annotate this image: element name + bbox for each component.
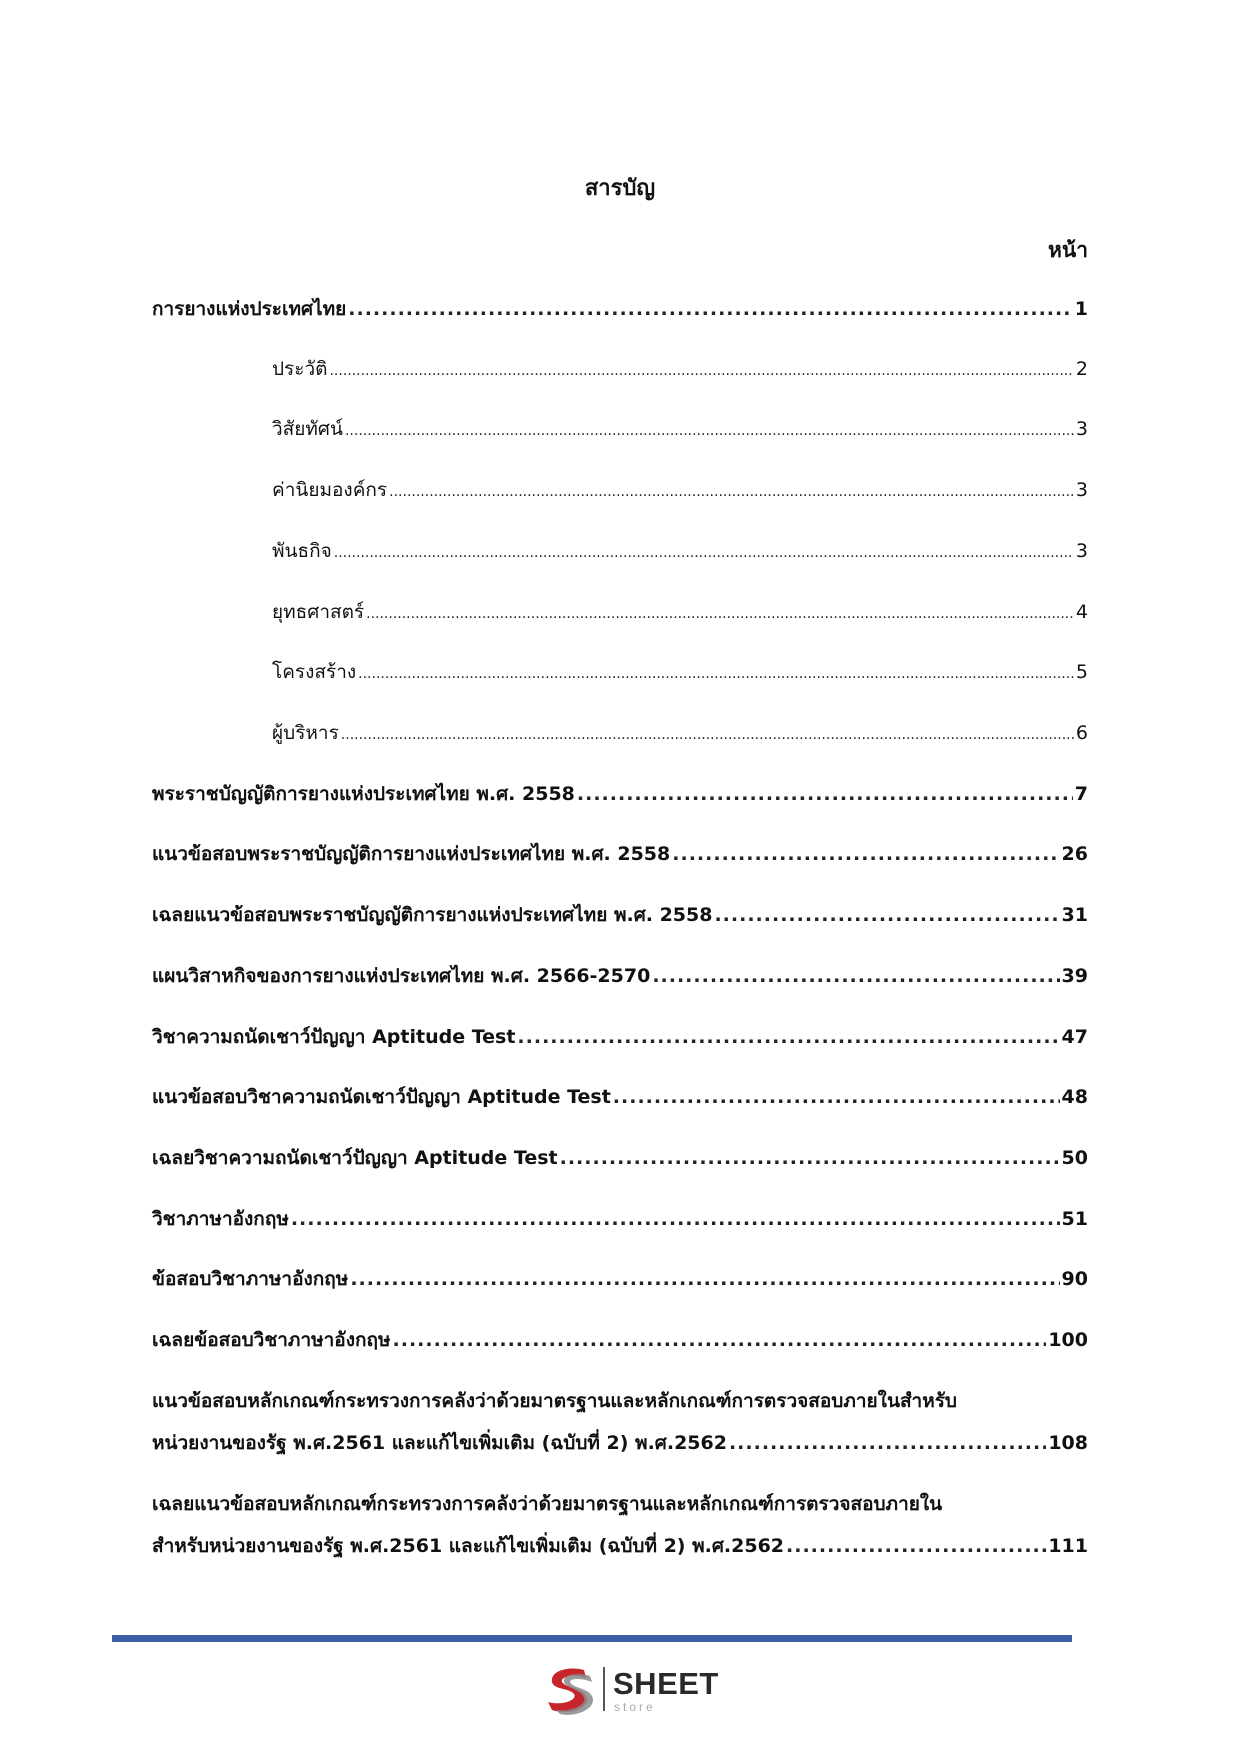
toc-entry-title: แนวข้อสอบวิชาความถนัดเชาว์ปัญญา Aptitude Test [152,1086,611,1108]
toc-entry-title: วิสัยทัศน์ [272,418,343,440]
toc-entry-title-line1: เฉลยแนวข้อสอบหลักเกณฑ์กระทรวงการคลังว่าด้วยมาตรฐานและหลักเกณฑ์การตรวจสอบภายใน [152,1493,943,1515]
toc-entry[interactable] [152,1204,1088,1232]
toc-entry[interactable] [152,779,1088,807]
toc-entry-title: แผนวิสาหกิจของการยางแห่งประเทศไทย พ.ศ. 2566-2570 [152,965,651,987]
toc-entry-page: 6 [1075,722,1088,744]
toc-entry-title: ค่านิยมองค์กร [272,479,388,501]
logo-text: SHEET [613,1666,719,1701]
toc-entry-title: เฉลยแนวข้อสอบพระราชบัญญัติการยางแห่งประเทศไทย พ.ศ. 2558 [152,904,713,926]
toc-entry[interactable] [152,961,1088,989]
leader-dots [389,484,1074,500]
leader-dots [560,1147,1060,1169]
toc-entry[interactable] [272,657,1088,685]
footer-rule [112,1635,1072,1642]
toc-entry-page: 48 [1061,1086,1088,1108]
toc-entry-page: 5 [1075,661,1088,683]
leader-dots [577,783,1073,805]
leader-dots [350,1268,1059,1290]
logo-subtext: store [614,1700,656,1714]
toc-entry[interactable] [272,475,1088,503]
leader-dots [652,965,1059,987]
page-column-header: หน้า [1048,238,1088,262]
toc-entry[interactable] [272,414,1088,442]
leader-dots [517,1026,1059,1048]
toc-entry[interactable] [152,839,1088,867]
toc-entry-page: 31 [1061,904,1088,926]
toc-entry-page: 3 [1075,479,1088,501]
leader-dots [345,423,1074,439]
leader-dots [714,904,1059,926]
toc-entry-title: ยุทธศาสตร์ [272,601,365,623]
toc-entry-title: ประวัติ [272,358,328,380]
toc-entry-page: 2 [1075,358,1088,380]
toc-entry-page: 47 [1061,1026,1088,1048]
toc-entry-title: พระราชบัญญัติการยางแห่งประเทศไทย พ.ศ. 2558 [152,783,575,805]
toc-entry[interactable] [152,1325,1088,1353]
toc-entry[interactable] [272,718,1088,746]
toc-entry[interactable] [152,1264,1088,1292]
leader-dots [348,298,1072,320]
leader-dots [672,843,1059,865]
toc-entry[interactable] [152,1082,1088,1110]
toc-entry-page: 51 [1061,1208,1088,1230]
toc-entry-title: แนวข้อสอบพระราชบัญญัติการยางแห่งประเทศไทย พ.ศ. 2558 [152,843,671,865]
toc-entry-page: 39 [1061,965,1088,987]
toc-entry-page: 3 [1075,418,1088,440]
toc-entry-title: วิชาภาษาอังกฤษ [152,1208,289,1230]
leader-dots [613,1086,1060,1108]
leader-dots [358,666,1074,682]
toc-entry-title: เฉลยข้อสอบวิชาภาษาอังกฤษ [152,1329,391,1351]
leader-dots [729,1432,1046,1454]
toc-entry[interactable] [152,1022,1088,1050]
leader-dots [334,545,1074,561]
toc-entry-title: วิชาความถนัดเชาว์ปัญญา Aptitude Test [152,1026,516,1048]
toc-entry-title: ผู้บริหาร [272,722,339,744]
leader-dots [786,1535,1046,1557]
toc-entry-title: โครงสร้าง [272,661,357,683]
toc-entry-page: 4 [1075,601,1088,623]
toc-entry-title: สำหรับหน่วยงานของรัฐ พ.ศ.2561 และแก้ไขเพิ่มเติม (ฉบับที่ 2) พ.ศ.2562 [152,1535,785,1557]
logo-divider [603,1667,605,1711]
toc-entry[interactable] [152,1143,1088,1171]
page-title: สารบัญ [584,176,656,201]
toc-entry-page: 90 [1061,1268,1088,1290]
toc-entry-title: ข้อสอบวิชาภาษาอังกฤษ [152,1268,349,1290]
toc-entry-page: 26 [1061,843,1088,865]
toc-entry-page: 108 [1048,1432,1088,1454]
toc-entry-page: 3 [1075,540,1088,562]
toc-entry-title: เฉลยวิชาความถนัดเชาว์ปัญญา Aptitude Test [152,1147,558,1169]
toc-entry[interactable] [272,597,1088,625]
toc-entry[interactable] [272,354,1088,382]
toc-entry-title: การยางแห่งประเทศไทย [152,298,347,320]
toc-entry[interactable] [152,1489,1088,1559]
toc-entry[interactable] [152,294,1088,322]
sheet-store-s-mark-icon [540,1662,600,1718]
toc-entry-page: 100 [1048,1329,1088,1351]
sheet-store-logo [540,1662,720,1718]
leader-dots [291,1208,1060,1230]
toc-entry-page: 7 [1074,783,1088,805]
toc-entry-page: 1 [1074,298,1088,320]
leader-dots [393,1329,1047,1351]
toc-entry-title: หน่วยงานของรัฐ พ.ศ.2561 และแก้ไขเพิ่มเติม (ฉบับที่ 2) พ.ศ.2562 [152,1432,727,1454]
toc-entry-page: 50 [1061,1147,1088,1169]
leader-dots [341,727,1074,743]
toc-entry[interactable] [152,900,1088,928]
leader-dots [329,363,1073,379]
toc-entry-title-line1: แนวข้อสอบหลักเกณฑ์กระทรวงการคลังว่าด้วยมาตรฐานและหลักเกณฑ์การตรวจสอบภายในสำหรับ [152,1390,957,1412]
toc-entry[interactable] [272,536,1088,564]
leader-dots [366,606,1074,622]
toc-entry-title: พันธกิจ [272,540,332,562]
toc-entry-page: 111 [1048,1535,1088,1557]
toc-entry[interactable] [152,1386,1088,1456]
